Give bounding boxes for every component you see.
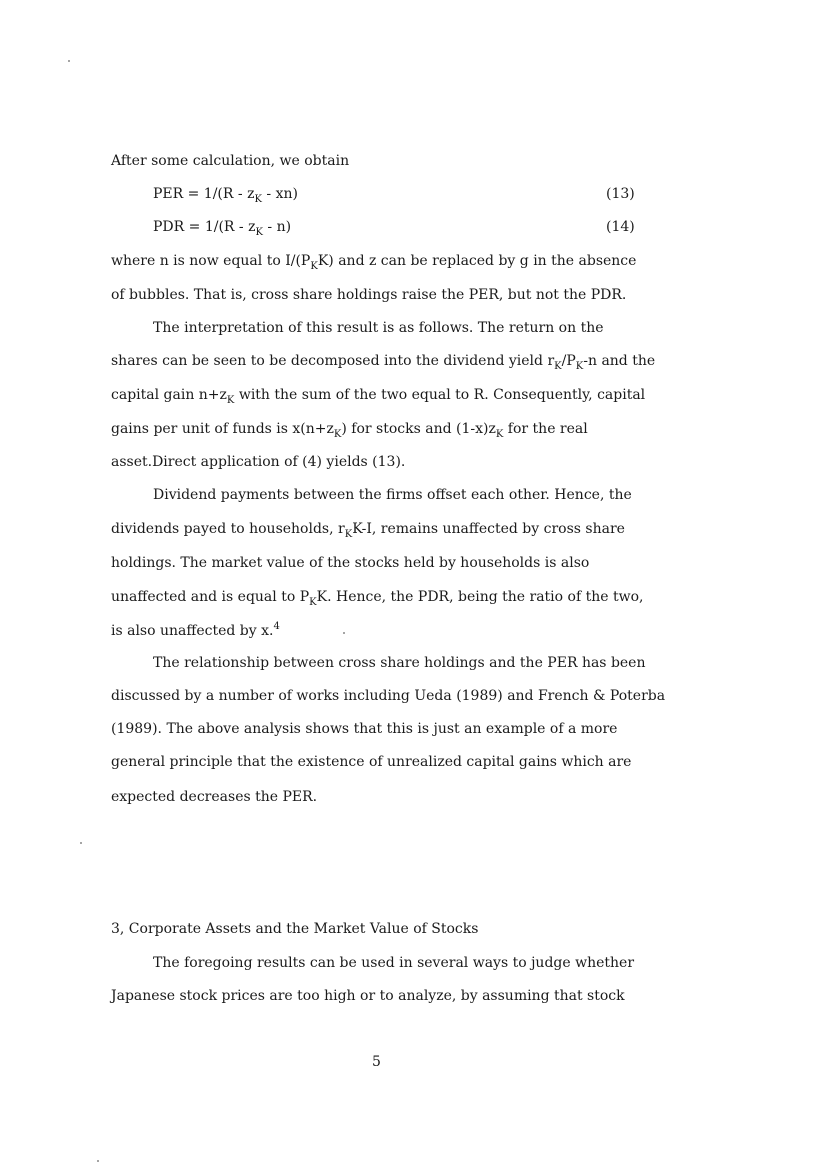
paragraph-4-line-1: The relationship between cross share holdings and the PER has been [153, 655, 646, 671]
paragraph-3-line-3: holdings. The market value of the stocks held by households is also [111, 555, 590, 571]
paragraph-3-line-1: Dividend payments between the firms offset each other. Hence, the [153, 487, 632, 503]
paragraph-4-line-2: discussed by a number of works including Ueda (1989) and French & Poterba [111, 688, 666, 704]
paragraph-1-line-1: where n is now equal to $I/(P_KK)$ and z can be replaced by g in the absence [111, 253, 637, 272]
paragraph-5-line-2: Japanese stock prices are too high or to analyze, by assuming that stock [111, 988, 625, 1004]
section-heading: 3, Corporate Assets and the Market Value of Stocks [111, 921, 479, 937]
paragraph-3-line-2: dividends payed to households, $r_KK-I$, remains unaffected by cross share [111, 521, 625, 540]
paragraph-2-line-5: asset.Direct application of (4) yields (13). [111, 454, 406, 470]
footnote-marker: 4 [273, 621, 280, 632]
page-number: 5 [372, 1054, 381, 1070]
paragraph-2-line-3: capital gain $n+z_K$ with the sum of the two equal to R. Consequently, capital [111, 387, 646, 406]
intro-line: After some calculation, we obtain [111, 153, 350, 169]
paragraph-1-line-2: of bubbles. That is, cross share holdings raise the PER, but not the PDR. [111, 287, 627, 303]
paragraph-2-line-1: The interpretation of this result is as follows. The return on the [153, 320, 604, 336]
equation-13: PER = $1/(R - z_K - xn)$ [153, 186, 298, 205]
paragraph-4-line-4: general principle that the existence of unrealized capital gains which are [111, 754, 632, 770]
scan-speck [97, 1160, 99, 1162]
equation-14: PDR = $1/(R - z_K - n)$ [153, 219, 292, 238]
paragraph-5-line-1: The foregoing results can be used in several ways to judge whether [153, 955, 635, 971]
paragraph-3-line-5: is also unaffected by x.$^4$ [111, 621, 280, 639]
paragraph-4-line-5: expected decreases the PER. [111, 789, 318, 805]
paragraph-2-line-2: shares can be seen to be decomposed into the dividend yield $r_K/P_K-n$ and the [111, 353, 656, 372]
scan-speck [343, 632, 345, 634]
equation-14-number: (14) [606, 219, 635, 235]
scan-speck [80, 842, 82, 844]
paragraph-4-line-3: (1989). The above analysis shows that this is just an example of a more [111, 721, 618, 737]
equation-13-number: (13) [606, 186, 635, 202]
paragraph-3-line-4: unaffected and is equal to $P_KK$. Hence, the PDR, being the ratio of the two, [111, 589, 644, 608]
paragraph-2-line-4: gains per unit of funds is $x(n+z_K)$ for stocks and $(1-x)z_K$ for the real [111, 421, 588, 440]
scan-speck [68, 60, 70, 62]
